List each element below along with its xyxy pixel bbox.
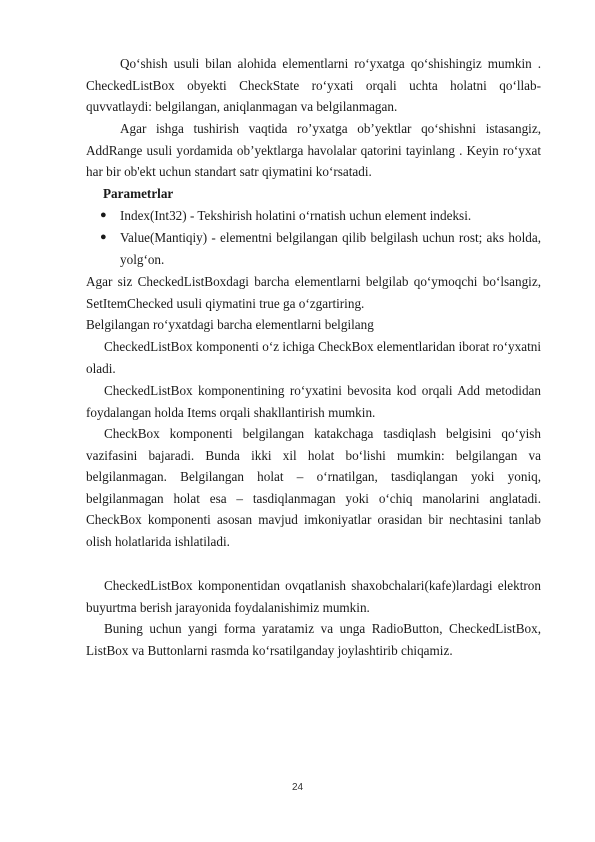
bullet-item-index: [86, 205, 541, 227]
page-number: 24: [291, 782, 304, 793]
paragraph-new-form: Buning uchun yangi forma yaratamiz va unga RadioButton, CheckedListBox, ListBox va Buttonlarni rasmda ko‘rsatilganday joylashtirib chiqamiz.: [86, 621, 541, 658]
paragraph-checkbox-description: CheckBox komponenti belgilangan katakchaga tasdiqlash belgisini qo‘yish vazifasini bajaradi. Bunda ikki xil holat bo‘lishi mumkin: belgilangan va belgilanmagan. Belgilangan holat – o‘rnatilgan, tasdiqlangan yoki yoniq, belgilanmagan holat esa – tasdiqlanmagan yoki o‘chiq manolarini anglatadi. CheckBox komponenti asosan mavjud imkoniyatlar orasidan bir nechtasini tanlab olish holatlarida ishlatiladi.: [86, 426, 541, 549]
bullet-dot-icon: ●: [100, 209, 107, 221]
paragraph-addrange: Agar ishga tushirish vaqtida ro’yxatga ob’yektlar qo‘shishni istasangiz, AddRange usuli yordamida ob’yektlarga havolalar qatorini tayinlang . Keyin ro‘yxat har bir ob'ekt uchun standart satr qiymatini ko‘rsatadi.: [86, 121, 541, 180]
section-heading-parametrlar: Parametrlar: [103, 186, 174, 201]
paragraph-items-add: CheckedListBox komponentining ro‘yxatini bevosita kod orqali Add metodidan foydalangan holda Items orqali shakllantirish mumkin.: [86, 383, 541, 420]
paragraph-select-all: Belgilangan ro‘yxatdagi barcha elementlarni belgilang: [86, 317, 374, 332]
paragraph-setitemchecked: Agar siz CheckedListBoxdagi barcha elementlarni belgilab qo‘ymoqchi bo‘lsangiz, SetItemChecked usuli qiymatini true ga o‘zgartiring.: [86, 274, 541, 311]
bullet-text: Index(Int32) - Tekshirish holatini o‘rnatish uchun element indeksi.: [120, 208, 472, 223]
bullet-dot-icon: ●: [100, 231, 107, 243]
bullet-item-value: [86, 227, 541, 270]
paragraph-add-method: Qo‘shish usuli bilan alohida elementlarni ro‘yxatga qo‘shishingiz mumkin . CheckedListBox obyekti CheckState ro‘yxati orqali uchta holatni qo‘llab-quvvatlaydi: belgilangan, aniqlanmagan va belgilanmagan.: [86, 56, 541, 115]
paragraph-checkedlistbox-intro: CheckedListBox komponenti o‘z ichiga CheckBox elementlaridan iborat ro‘yxatni oladi.: [86, 339, 541, 376]
paragraph-cafe-usage: CheckedListBox komponentidan ovqatlanish shaxobchalari(kafe)lardagi elektron buyurtma berish jarayonida foydalanishimiz mumkin.: [86, 578, 541, 615]
bullet-text: Value(Mantiqiy) - elementni belgilangan qilib belgilash uchun rost; aks holda, yolg‘on.: [120, 230, 541, 267]
